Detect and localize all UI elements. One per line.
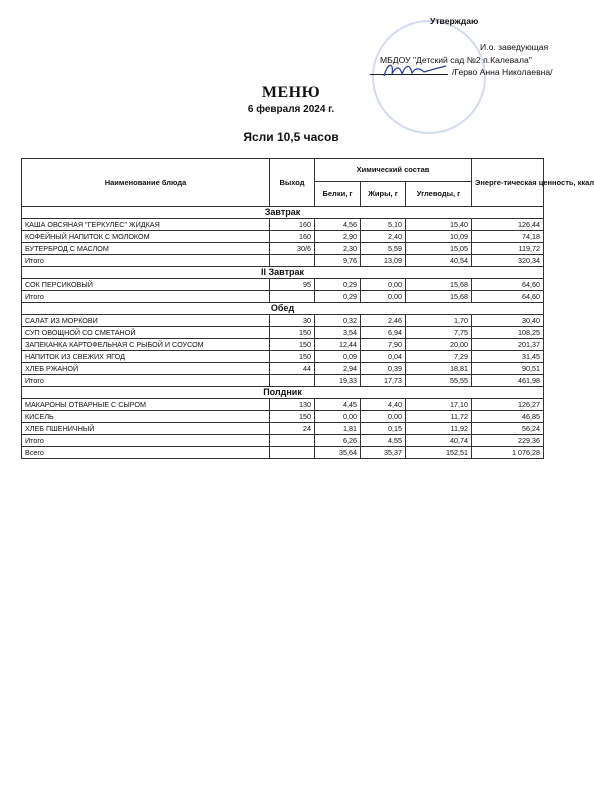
section-title: Полдник — [22, 387, 544, 399]
cell-protein: 4,45 — [315, 399, 361, 411]
cell-protein: 35,64 — [315, 447, 361, 459]
cell-yield: 24 — [270, 423, 315, 435]
cell-energy: 31,45 — [472, 351, 544, 363]
cell-energy: 30,40 — [472, 315, 544, 327]
cell-protein: 2,94 — [315, 363, 361, 375]
cell-energy: 46,85 — [472, 411, 544, 423]
cell-energy: 461,98 — [472, 375, 544, 387]
cell-protein: 0,29 — [315, 279, 361, 291]
menu-table — [21, 158, 594, 459]
header-energy: Энерге-тическая ценность, ккал — [472, 159, 544, 207]
cell-energy: 126,44 — [472, 219, 544, 231]
table-row — [22, 243, 544, 255]
cell-name: САЛАТ ИЗ МОРКОВИ — [22, 315, 270, 327]
cell-protein: 0,29 — [315, 291, 361, 303]
section-total-row — [22, 435, 544, 447]
cell-fat: 5,59 — [361, 243, 406, 255]
cell-energy: 119,72 — [472, 243, 544, 255]
cell-name: КИСЕЛЬ — [22, 411, 270, 423]
cell-fat: 0,00 — [361, 411, 406, 423]
cell-protein: 1,81 — [315, 423, 361, 435]
cell-name: СУП ОВОЩНОЙ СО СМЕТАНОЙ — [22, 327, 270, 339]
approval-organization: МБДОУ "Детский сад №2 п.Калевала" — [380, 55, 532, 65]
cell-yield: 130 — [270, 399, 315, 411]
cell-energy: 56,24 — [472, 423, 544, 435]
table-row — [22, 351, 544, 363]
table-row — [22, 231, 544, 243]
cell-name: БУТЕРБРОД С МАСЛОМ — [22, 243, 270, 255]
cell-name: Всего — [22, 447, 270, 459]
cell-energy: 126,27 — [472, 399, 544, 411]
approval-name: /Герво Анна Николаевна/ — [452, 67, 553, 77]
cell-protein: 2,30 — [315, 243, 361, 255]
cell-carb: 15,68 — [406, 291, 472, 303]
cell-fat: 5,10 — [361, 219, 406, 231]
section-total-row — [22, 291, 544, 303]
cell-yield: 44 — [270, 363, 315, 375]
cell-protein: 6,26 — [315, 435, 361, 447]
table-row — [22, 279, 544, 291]
page-title: МЕНЮ — [261, 84, 321, 101]
cell-carb: 152,51 — [406, 447, 472, 459]
cell-protein: 2,90 — [315, 231, 361, 243]
cell-yield: 150 — [270, 327, 315, 339]
cell-fat: 17,73 — [361, 375, 406, 387]
table-row — [22, 315, 544, 327]
cell-name: НАПИТОК ИЗ СВЕЖИХ ЯГОД — [22, 351, 270, 363]
cell-yield — [270, 435, 315, 447]
menu-body — [22, 207, 544, 459]
cell-yield: 160 — [270, 231, 315, 243]
cell-carb: 40,74 — [406, 435, 472, 447]
cell-carb: 11,92 — [406, 423, 472, 435]
section-row — [22, 387, 544, 399]
cell-name: ЗАПЕКАНКА КАРТОФЕЛЬНАЯ С РЫБОЙ И СОУСОМ — [22, 339, 270, 351]
cell-name: КАША ОВСЯНАЯ "ГЕРКУЛЕС" ЖИДКАЯ — [22, 219, 270, 231]
approval-position: И.о. заведующая — [480, 42, 549, 52]
cell-fat: 6,94 — [361, 327, 406, 339]
cell-carb: 17,10 — [406, 399, 472, 411]
cell-carb: 15,40 — [406, 219, 472, 231]
header-yield: Выход — [270, 159, 315, 207]
cell-fat: 2,40 — [361, 231, 406, 243]
table-row — [22, 219, 544, 231]
cell-fat: 4,55 — [361, 435, 406, 447]
cell-carb: 15,05 — [406, 243, 472, 255]
cell-energy: 90,51 — [472, 363, 544, 375]
cell-name: СОК ПЕРСИКОВЫЙ — [22, 279, 270, 291]
cell-energy: 229,36 — [472, 435, 544, 447]
cell-carb: 7,75 — [406, 327, 472, 339]
cell-fat: 0,39 — [361, 363, 406, 375]
cell-energy: 74,18 — [472, 231, 544, 243]
section-title: II Завтрак — [22, 267, 544, 279]
cell-energy: 108,25 — [472, 327, 544, 339]
table-row — [22, 339, 544, 351]
cell-fat: 7,90 — [361, 339, 406, 351]
cell-protein: 0,09 — [315, 351, 361, 363]
cell-yield — [270, 447, 315, 459]
table-row — [22, 423, 544, 435]
section-row — [22, 303, 544, 315]
cell-yield — [270, 375, 315, 387]
cell-yield: 30/6 — [270, 243, 315, 255]
grand-total-row — [22, 447, 544, 459]
cell-name: ХЛЕБ ПШЕНИЧНЫЙ — [22, 423, 270, 435]
header-chem: Химический состав — [315, 159, 472, 182]
cell-carb: 7,29 — [406, 351, 472, 363]
cell-fat: 0,04 — [361, 351, 406, 363]
cell-name: МАКАРОНЫ ОТВАРНЫЕ С СЫРОМ — [22, 399, 270, 411]
header-name: Наименование блюда — [22, 159, 270, 207]
cell-energy: 201,37 — [472, 339, 544, 351]
cell-energy: 64,60 — [472, 279, 544, 291]
menu-date: 6 февраля 2024 г. — [247, 104, 335, 115]
section-row — [22, 207, 544, 219]
cell-energy: 64,60 — [472, 291, 544, 303]
section-total-row — [22, 255, 544, 267]
cell-carb: 55,55 — [406, 375, 472, 387]
cell-yield: 30 — [270, 315, 315, 327]
table-row — [22, 411, 544, 423]
header-protein: Белки, г — [315, 182, 361, 207]
cell-energy: 1 076,28 — [472, 447, 544, 459]
cell-fat: 0,00 — [361, 279, 406, 291]
cell-fat: 13,09 — [361, 255, 406, 267]
approval-title: Утверждаю — [430, 16, 479, 26]
cell-protein: 3,54 — [315, 327, 361, 339]
cell-carb: 40,54 — [406, 255, 472, 267]
cell-protein: 4,56 — [315, 219, 361, 231]
table-row — [22, 399, 544, 411]
cell-name: Итого — [22, 291, 270, 303]
cell-protein: 0,32 — [315, 315, 361, 327]
cell-yield: 160 — [270, 219, 315, 231]
cell-energy: 320,34 — [472, 255, 544, 267]
cell-carb: 18,81 — [406, 363, 472, 375]
cell-fat: 0,00 — [361, 291, 406, 303]
cell-protein: 12,44 — [315, 339, 361, 351]
cell-protein: 19,33 — [315, 375, 361, 387]
cell-yield — [270, 291, 315, 303]
handwritten-signature — [380, 58, 450, 82]
header-carb: Углеводы, г — [406, 182, 472, 207]
cell-fat: 2,46 — [361, 315, 406, 327]
cell-carb: 1,70 — [406, 315, 472, 327]
cell-yield: 95 — [270, 279, 315, 291]
cell-yield: 150 — [270, 339, 315, 351]
header-fat: Жиры, г — [361, 182, 406, 207]
table-row — [22, 363, 544, 375]
cell-name: КОФЕЙНЫЙ НАПИТОК С МОЛОКОМ — [22, 231, 270, 243]
cell-yield — [270, 255, 315, 267]
cell-fat: 4,40 — [361, 399, 406, 411]
cell-fat: 35,37 — [361, 447, 406, 459]
cell-name: Итого — [22, 435, 270, 447]
section-title: Обед — [22, 303, 544, 315]
cell-carb: 20,00 — [406, 339, 472, 351]
cell-carb: 15,68 — [406, 279, 472, 291]
section-total-row — [22, 375, 544, 387]
cell-carb: 10,09 — [406, 231, 472, 243]
section-title: Завтрак — [22, 207, 544, 219]
cell-fat: 0,15 — [361, 423, 406, 435]
cell-name: Итого — [22, 255, 270, 267]
cell-yield: 150 — [270, 351, 315, 363]
menu-group: Ясли 10,5 часов — [243, 130, 339, 144]
cell-name: ХЛЕБ РЖАНОЙ — [22, 363, 270, 375]
section-row — [22, 267, 544, 279]
cell-protein: 9,76 — [315, 255, 361, 267]
cell-name: Итого — [22, 375, 270, 387]
cell-yield: 150 — [270, 411, 315, 423]
cell-carb: 11,72 — [406, 411, 472, 423]
cell-protein: 0,00 — [315, 411, 361, 423]
table-row — [22, 327, 544, 339]
